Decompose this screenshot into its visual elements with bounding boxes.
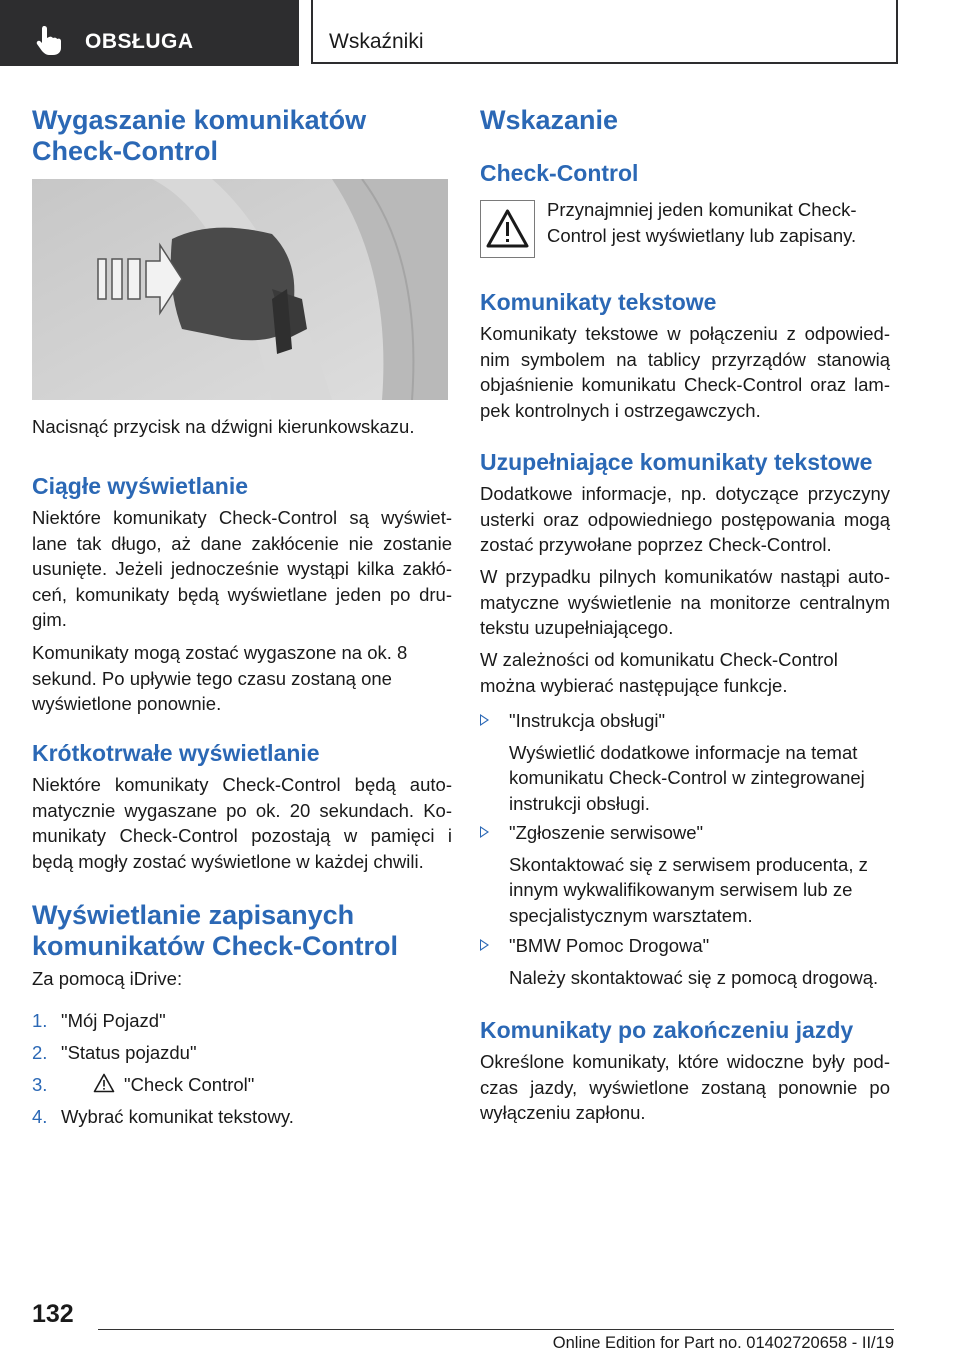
heading-check-control: Check-Control (480, 160, 639, 186)
step-number: 4. (32, 1106, 48, 1127)
option-item (480, 820, 890, 928)
footer-divider (98, 1329, 894, 1330)
text-continuous: Niektóre komunikaty Check-Control są wyświetlane tak długo, aż dane zakłócenie nie zostanie usunięte. Jeżeli jednocześnie wystąpi kilka zakłóceń, komunikaty będą wyświetlane jeden po drugim. (32, 507, 452, 630)
heading-display: Wskazanie (480, 105, 619, 135)
step-number: 1. (32, 1010, 48, 1031)
chapter-label: Wskaźniki (329, 30, 424, 53)
heading-short: Krótkotrwałe wyświetlanie (32, 740, 320, 766)
option-description: Należy skontaktować się z pomocą drogową. (509, 966, 879, 988)
step-text: "Mój Pojazd" (61, 1010, 166, 1031)
heading-supplementary: Uzupełniające komunikaty tekstowe (480, 449, 873, 475)
edition-note: Online Edition for Part no. 01402720658 - II/19 (552, 1334, 894, 1352)
photo-caption: Nacisnąć przycisk na dźwigni kierunkowskazu. (32, 416, 415, 437)
warning-triangle-icon (481, 201, 534, 257)
option-item (480, 708, 890, 816)
heading-saved: Wyświetlanie zapisanych komunikatów Check-Control (32, 900, 399, 961)
text-supplementary-3: W zależności od komunikatu Check-Control można wybierać następujące funkcje. (480, 649, 838, 696)
step-text: "Check Control" (124, 1074, 255, 1095)
option-title: "BMW Pomoc Drogowa" (509, 935, 710, 956)
option-title: "Instrukcja obsługi" (509, 710, 666, 731)
text-supplementary-1: Dodatkowe informacje, np. dotyczące przyczyny usterki oraz odpowiedniego postępowania mogą zostać przywołane poprzez Check-Control. (480, 483, 890, 555)
triangle-bullet-icon (480, 939, 489, 951)
heading-continuous: Ciągłe wyświetlanie (32, 473, 249, 499)
option-item (480, 933, 890, 990)
text-text-messages: Komunikaty tekstowe w połączeniu z odpowiednim symbolem na tablicy przyrządów stanowią objaśnienie komunikatu Check-Control oraz lampek kontrolnych i ostrzegawczych. (480, 323, 890, 421)
warning-symbol-box (480, 200, 535, 258)
heading-after-drive: Komunikaty po zakończeniu jazdy (480, 1017, 854, 1043)
text-continuous-2: Komunikaty mogą zostać wygaszone na ok. 8 sekund. Po upływie tego czasu zostaną one wyświetlone ponownie. (32, 642, 408, 714)
text-supplementary-2: W przypadku pilnych komunikatów nastąpi automatyczne wyświetlenie na monitorze centralnym tekstu uzupełniającego. (480, 566, 890, 638)
warning-triangle-icon (93, 1073, 115, 1093)
heading-text-messages: Komunikaty tekstowe (480, 289, 717, 315)
step-text: Wybrać komunikat tekstowy. (61, 1106, 294, 1127)
triangle-bullet-icon (480, 826, 489, 838)
text-check-control: Przynajmniej jeden komunikat Check-Control jest wyświetlany lub zapisany. (547, 199, 857, 246)
option-title: "Zgłoszenie serwisowe" (509, 822, 704, 843)
option-description: Skontaktować się z serwisem producenta, z innym wykwalifikowanym serwisem lub ze specjalistycznym warsztatem. (509, 853, 868, 926)
text-short: Niektóre komunikaty Check-Control będą automatycznie wygaszane po ok. 20 sekundach. Komunikaty Check-Control pozostają w pamięci i będą mogły zostać wyświetlone w każdej chwili. (32, 774, 452, 872)
section-tab[interactable] (0, 0, 299, 66)
option-description: Wyświetlić dodatkowe informacje na temat komunikatu Check-Control w zintegrowanej instrukcji obsługi. (509, 741, 865, 814)
turn-signal-lever-photo (32, 179, 448, 400)
step-text: "Status pojazdu" (61, 1042, 197, 1063)
step-number: 2. (32, 1042, 48, 1063)
section-label: OBSŁUGA (85, 30, 194, 53)
text-saved: Za pomocą iDrive: (32, 968, 183, 989)
chapter-tab[interactable] (311, 0, 898, 64)
step-number: 3. (32, 1074, 48, 1095)
page-number: 132 (32, 1300, 74, 1328)
heading-hide-messages: Wygaszanie komunikatów Check-Control (32, 105, 367, 166)
triangle-bullet-icon (480, 714, 489, 726)
text-after-drive: Określone komunikaty, które widoczne były podczas jazdy, wyświetlone zostaną ponownie po wyłączeniu zapłonu. (480, 1051, 890, 1123)
hand-pointer-icon (34, 24, 68, 56)
